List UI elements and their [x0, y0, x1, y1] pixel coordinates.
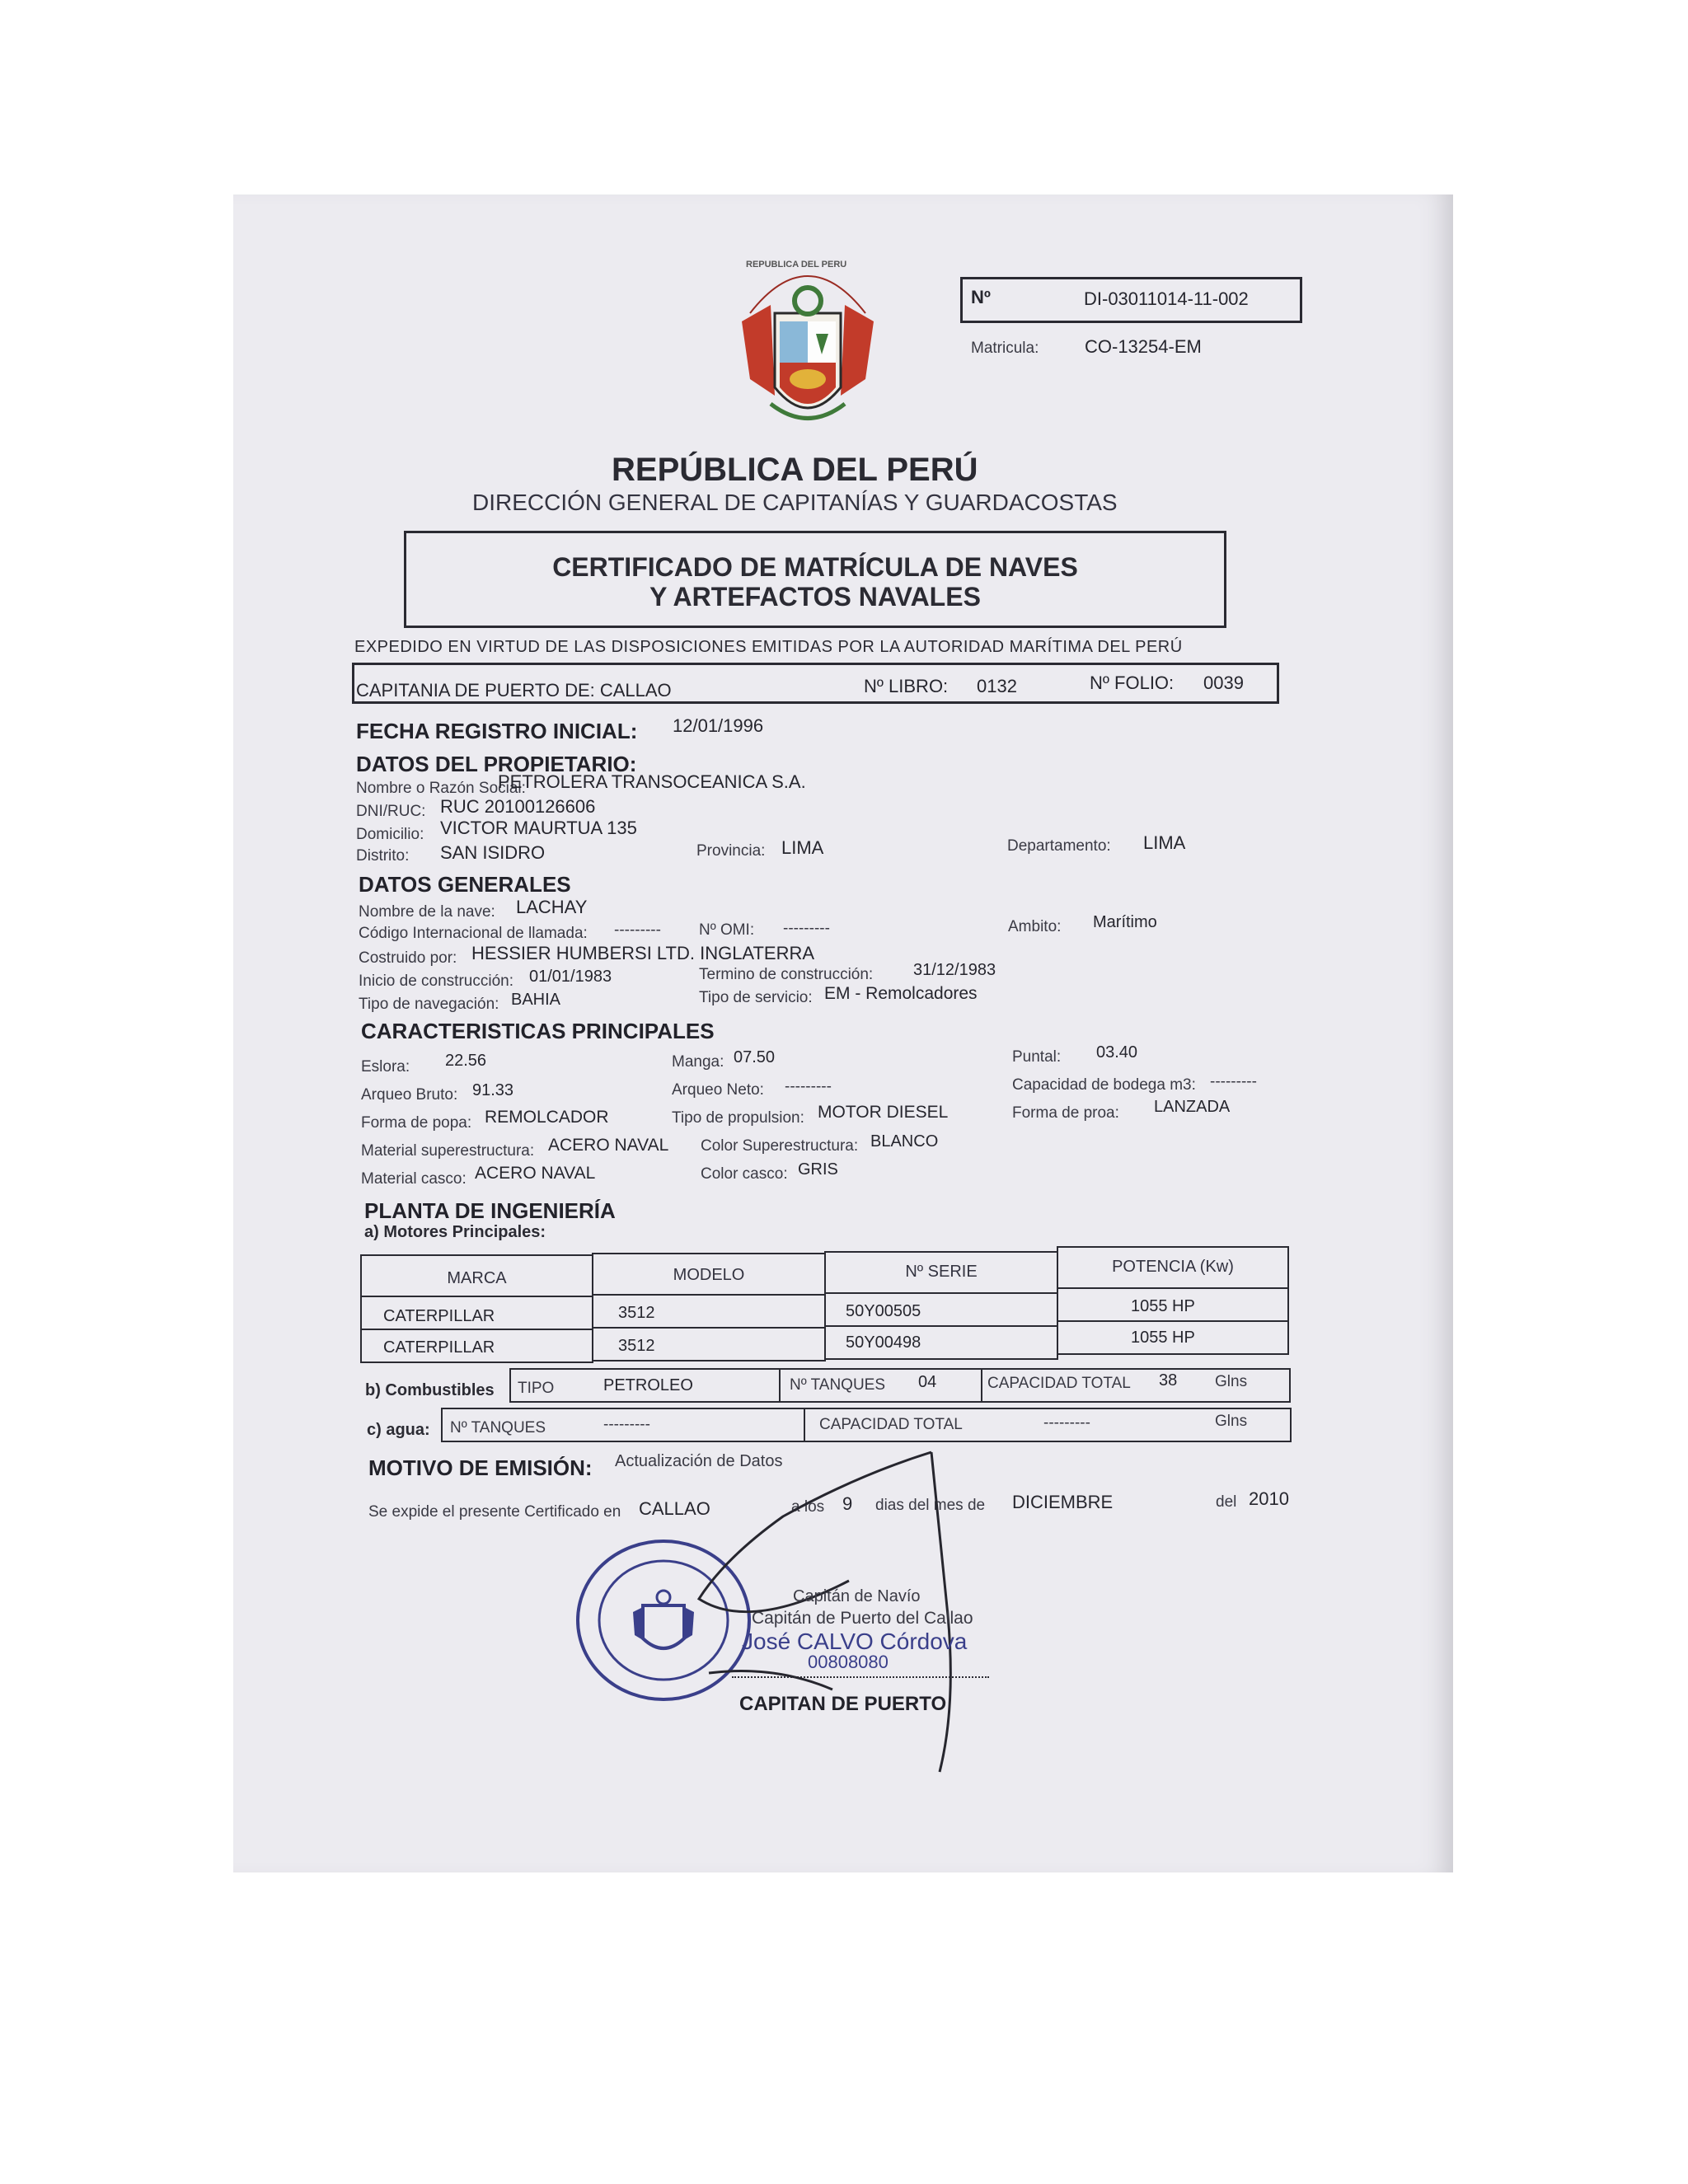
table-cell: [1057, 1287, 1289, 1322]
capitania-text: CAPITANIA DE PUERTO DE: CALLAO: [356, 680, 672, 701]
mes-value: DICIEMBRE: [1012, 1492, 1114, 1512]
signer-name: José CALVO Córdova: [742, 1629, 968, 1654]
codigo-label: Código Internacional de llamada:: [359, 925, 588, 942]
bodega-value: ---------: [1210, 1073, 1257, 1090]
numero-value: DI-03011014-11-002: [1084, 288, 1249, 309]
agua-tanques-value: ---------: [603, 1416, 650, 1433]
libro-value: 0132: [977, 676, 1017, 696]
razon-label: Nombre o Razón Social:: [356, 780, 526, 797]
combustibles-divider: [779, 1368, 781, 1403]
planta-heading: PLANTA DE INGENIERÍA: [364, 1198, 616, 1223]
capacidad-value: 38: [1159, 1371, 1178, 1390]
eslora-label: Eslora:: [361, 1058, 410, 1076]
manga-value: 07.50: [734, 1048, 776, 1066]
agency-title: DIRECCIÓN GENERAL DE CAPITANÍAS Y GUARDACOSTAS: [472, 490, 1118, 515]
inicio-value: 01/01/1983: [529, 968, 612, 986]
ruc-value: RUC 20100126606: [440, 796, 596, 817]
casco-value: ACERO NAVAL: [475, 1164, 596, 1183]
dias-label: dias del mes de: [875, 1497, 986, 1514]
combustibles-label: b) Combustibles: [365, 1381, 495, 1399]
libro-label: Nº LIBRO:: [864, 676, 949, 696]
ambito-label: Ambito:: [1008, 918, 1062, 935]
agua-label: c) agua:: [367, 1421, 430, 1439]
popa-label: Forma de popa:: [361, 1114, 472, 1132]
coat-of-arms-caption: REPUBLICA DEL PERU: [746, 260, 847, 269]
folio-value: 0039: [1203, 673, 1244, 693]
coat-of-arms-icon: [725, 255, 890, 445]
tipo-value: PETROLEO: [603, 1376, 693, 1394]
capacidad-unit: Glns: [1215, 1373, 1248, 1390]
construido-value: HESSIER HUMBERSI LTD. INGLATERRA: [471, 943, 815, 963]
table-header-cell: [1057, 1246, 1289, 1289]
matricula-value: CO-13254-EM: [1085, 336, 1202, 357]
bruto-label: Arqueo Bruto:: [361, 1086, 458, 1104]
superestructura-value: ACERO NAVAL: [548, 1136, 669, 1155]
combustibles-divider: [981, 1368, 982, 1403]
alos-label: a los: [791, 1498, 825, 1516]
numero-label: Nº: [971, 287, 991, 307]
eslora-value: 22.56: [445, 1052, 487, 1070]
table-header-cell: [360, 1254, 593, 1297]
color-casco-value: GRIS: [798, 1160, 838, 1179]
distrito-label: Distrito:: [356, 847, 410, 865]
table-cell: [824, 1292, 1058, 1327]
motores-label: a) Motores Principales:: [364, 1223, 546, 1241]
table-header-cell: [592, 1253, 826, 1296]
generales-heading: DATOS GENERALES: [359, 872, 571, 897]
expide-label: Se expide el presente Certificado en: [368, 1503, 621, 1521]
navegacion-value: BAHIA: [511, 991, 561, 1009]
color-sup-value: BLANCO: [870, 1132, 939, 1151]
bodega-label: Capacidad de bodega m3:: [1012, 1076, 1196, 1094]
matricula-label: Matricula:: [971, 340, 1039, 357]
table-cell: [360, 1296, 593, 1330]
dia-value: 9: [842, 1493, 853, 1514]
neto-label: Arqueo Neto:: [672, 1081, 764, 1099]
row1-potencia: 1055 HP: [1131, 1297, 1195, 1315]
provincia-value: LIMA: [781, 837, 824, 858]
superestructura-label: Material superestructura:: [361, 1142, 535, 1160]
motivo-value: Actualización de Datos: [615, 1452, 783, 1470]
del-label: del: [1216, 1493, 1237, 1511]
servicio-value: EM - Remolcadores: [824, 984, 978, 1003]
construido-label: Costruido por:: [359, 949, 457, 967]
table-header-marca: MARCA: [447, 1269, 507, 1287]
row2-modelo: 3512: [618, 1337, 655, 1355]
propulsion-value: MOTOR DIESEL: [818, 1103, 949, 1122]
bruto-value: 91.33: [472, 1081, 514, 1099]
signer-code: 00808080: [808, 1652, 889, 1672]
row2-potencia: 1055 HP: [1131, 1329, 1195, 1347]
omi-value: ---------: [783, 920, 830, 937]
propulsion-label: Tipo de propulsion:: [672, 1109, 804, 1127]
codigo-value: ---------: [614, 921, 661, 939]
signature-line: [732, 1676, 989, 1678]
table-header-serie: Nº SERIE: [905, 1263, 978, 1281]
table-cell: [824, 1325, 1058, 1360]
servicio-label: Tipo de servicio:: [699, 989, 813, 1006]
row2-serie: 50Y00498: [846, 1333, 921, 1352]
agua-capacidad-value: ---------: [1043, 1414, 1090, 1432]
fecha-label: FECHA REGISTRO INICIAL:: [356, 719, 638, 743]
anio-value: 2010: [1249, 1488, 1289, 1509]
inicio-label: Inicio de construcción:: [359, 972, 513, 990]
nave-value: LACHAY: [516, 897, 588, 917]
proa-label: Forma de proa:: [1012, 1104, 1119, 1122]
row1-marca: CATERPILLAR: [383, 1307, 495, 1325]
provincia-label: Provincia:: [696, 842, 766, 860]
folio-label: Nº FOLIO:: [1090, 673, 1175, 693]
agua-divider: [804, 1408, 805, 1442]
propietario-heading: DATOS DEL PROPIETARIO:: [356, 752, 637, 776]
departamento-label: Departamento:: [1007, 837, 1111, 855]
caracteristicas-heading: CARACTERISTICAS PRINCIPALES: [361, 1019, 715, 1043]
color-casco-label: Color casco:: [701, 1165, 788, 1183]
signer-title: CAPITAN DE PUERTO: [739, 1693, 947, 1715]
razon-value: PETROLERA TRANSOCEANICA S.A.: [498, 771, 806, 792]
agua-tanques-label: Nº TANQUES: [450, 1419, 546, 1436]
omi-label: Nº OMI:: [699, 921, 755, 939]
table-cell: [1057, 1320, 1289, 1355]
row1-serie: 50Y00505: [846, 1302, 921, 1320]
tipo-label: TIPO: [518, 1380, 555, 1397]
certificate-title-line1: CERTIFICADO DE MATRÍCULA DE NAVES: [552, 552, 1078, 582]
departamento-value: LIMA: [1143, 832, 1186, 853]
manga-label: Manga:: [672, 1053, 724, 1071]
casco-label: Material casco:: [361, 1170, 467, 1188]
table-cell: [592, 1327, 826, 1361]
country-title: REPÚBLICA DEL PERÚ: [612, 452, 978, 488]
agua-capacidad-unit: Glns: [1215, 1413, 1248, 1430]
expide-ciudad: CALLAO: [639, 1498, 710, 1519]
puntal-value: 03.40: [1096, 1043, 1138, 1062]
ruc-label: DNI/RUC:: [356, 803, 426, 820]
domicilio-label: Domicilio:: [356, 826, 424, 843]
puntal-label: Puntal:: [1012, 1048, 1062, 1066]
table-header-cell: [824, 1251, 1058, 1294]
color-sup-label: Color Superestructura:: [701, 1137, 859, 1155]
agua-capacidad-label: CAPACIDAD TOTAL: [819, 1416, 963, 1433]
termino-value: 31/12/1983: [913, 961, 996, 979]
popa-value: REMOLCADOR: [485, 1108, 609, 1127]
table-header-potencia: POTENCIA (Kw): [1112, 1258, 1234, 1276]
navegacion-label: Tipo de navegación:: [359, 996, 499, 1013]
tanques-value: 04: [918, 1373, 937, 1391]
row2-marca: CATERPILLAR: [383, 1338, 495, 1357]
domicilio-value: VICTOR MAURTUA 135: [440, 818, 637, 838]
tanques-label: Nº TANQUES: [790, 1376, 886, 1394]
table-cell: [360, 1329, 593, 1363]
signer-rank: Capitán de Navío: [793, 1587, 921, 1605]
issued-note: EXPEDIDO EN VIRTUD DE LAS DISPOSICIONES EMITIDAS POR LA AUTORIDAD MARÍTIMA DEL PERÚ: [354, 638, 1183, 656]
nave-label: Nombre de la nave:: [359, 903, 495, 921]
table-cell: [592, 1294, 826, 1329]
termino-label: Termino de construcción:: [699, 966, 874, 983]
neto-value: ---------: [785, 1078, 832, 1095]
row1-modelo: 3512: [618, 1304, 655, 1322]
proa-value: LANZADA: [1154, 1098, 1231, 1116]
distrito-value: SAN ISIDRO: [440, 842, 546, 863]
ambito-value: Marítimo: [1093, 913, 1157, 931]
certificate-title-line2: Y ARTEFACTOS NAVALES: [649, 582, 981, 612]
table-header-modelo: MODELO: [673, 1266, 745, 1284]
motivo-label: MOTIVO DE EMISIÓN:: [368, 1455, 593, 1480]
signer-position: Capitán de Puerto del Callao: [752, 1609, 973, 1628]
fecha-value: 12/01/1996: [673, 715, 764, 736]
capacidad-label: CAPACIDAD TOTAL: [987, 1375, 1131, 1392]
